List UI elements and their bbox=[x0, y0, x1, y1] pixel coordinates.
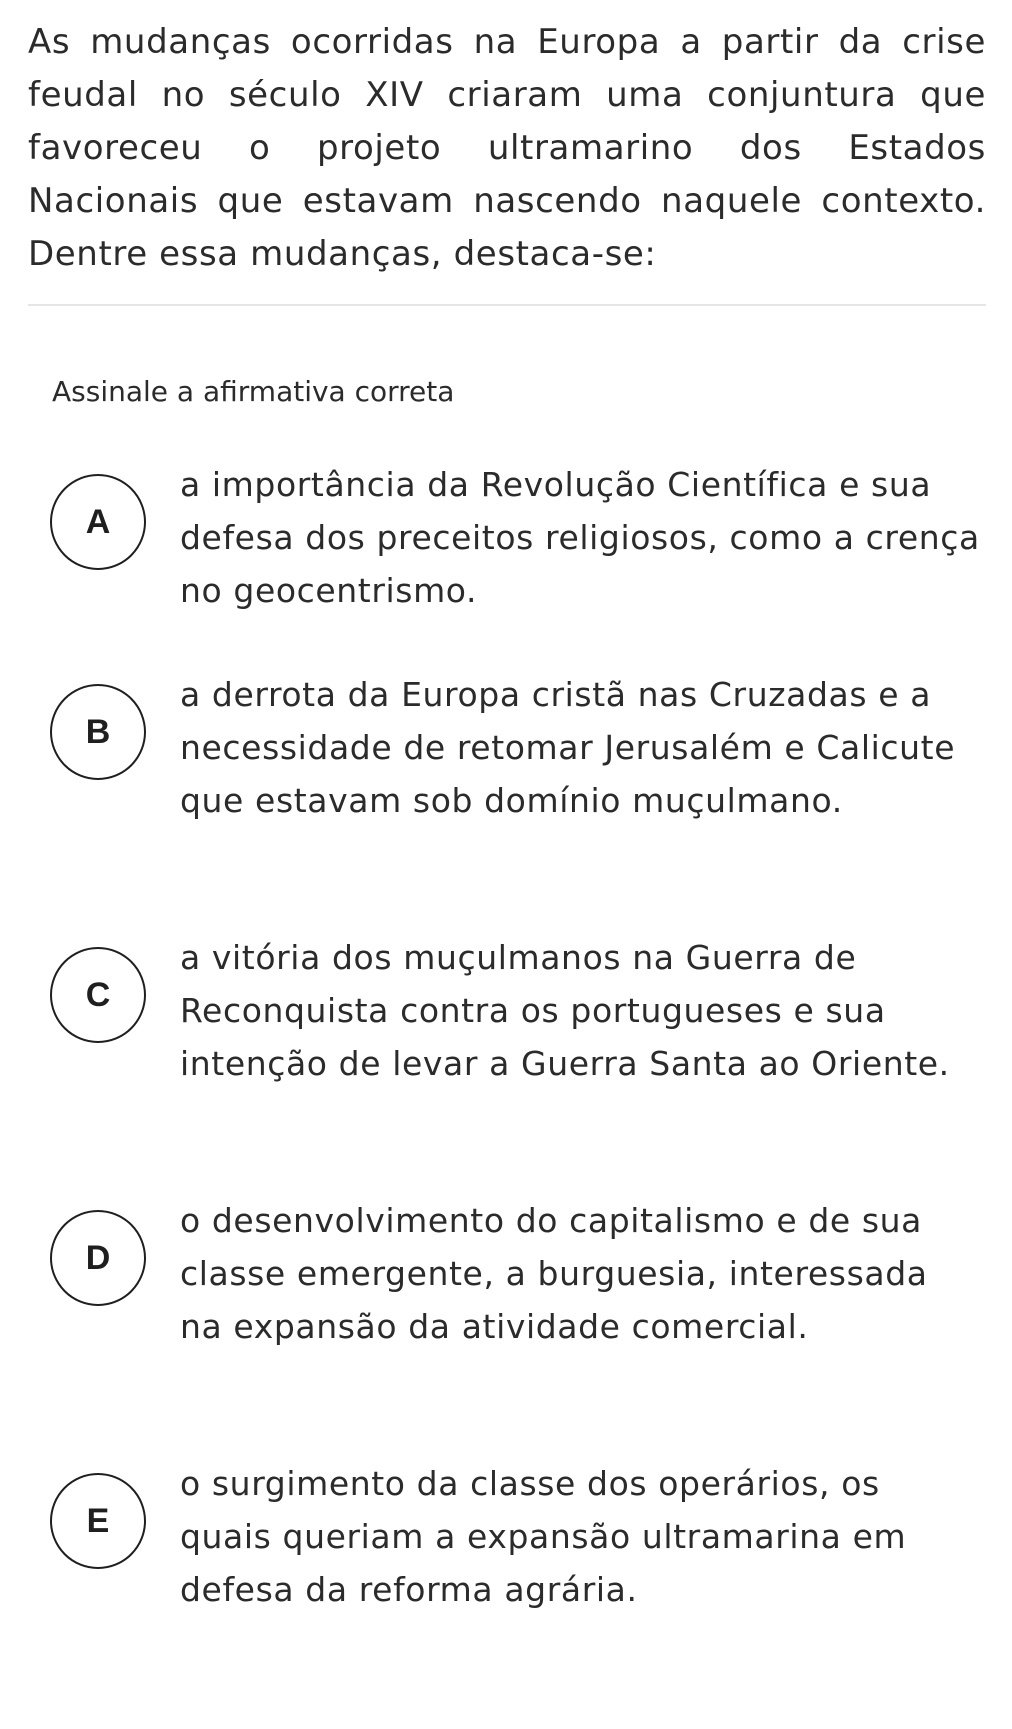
option-text: a derrota da Europa cristã nas Cruzadas e a necessidade de retomar Jerusalém e Calicute que estavam sob domínio muçulmano. bbox=[180, 675, 956, 820]
option-letter-circle[interactable]: C bbox=[50, 947, 146, 1043]
option-letter-circle[interactable]: B bbox=[50, 684, 146, 780]
option-letter-circle[interactable]: A bbox=[50, 474, 146, 570]
instruction-label: Assinale a afirmativa correta bbox=[52, 375, 455, 408]
option-letter-circle[interactable]: E bbox=[50, 1473, 146, 1569]
question-stem: As mudanças ocorridas na Europa a partir da crise feudal no século XIV criaram uma conjuntura que favoreceu o projeto ultramarino dos Estados Nacionais que estavam nascendo naquele contexto. Dentre essa mudanças, destaca-se: bbox=[28, 22, 986, 274]
divider bbox=[28, 304, 986, 306]
option-text: a vitória dos muçulmanos na Guerra de Reconquista contra os portugueses e sua intenção de levar a Guerra Santa ao Oriente. bbox=[180, 938, 950, 1083]
option-letter-circle[interactable]: D bbox=[50, 1210, 146, 1306]
option-text: a importância da Revolução Científica e sua defesa dos preceitos religiosos, como a crença no geocentrismo. bbox=[180, 465, 980, 610]
option-text: o surgimento da classe dos operários, os quais queriam a expansão ultramarina em defesa da reforma agrária. bbox=[180, 1464, 907, 1609]
option-text: o desenvolvimento do capitalismo e de sua classe emergente, a burguesia, interessada na expansão da atividade comercial. bbox=[180, 1201, 928, 1346]
